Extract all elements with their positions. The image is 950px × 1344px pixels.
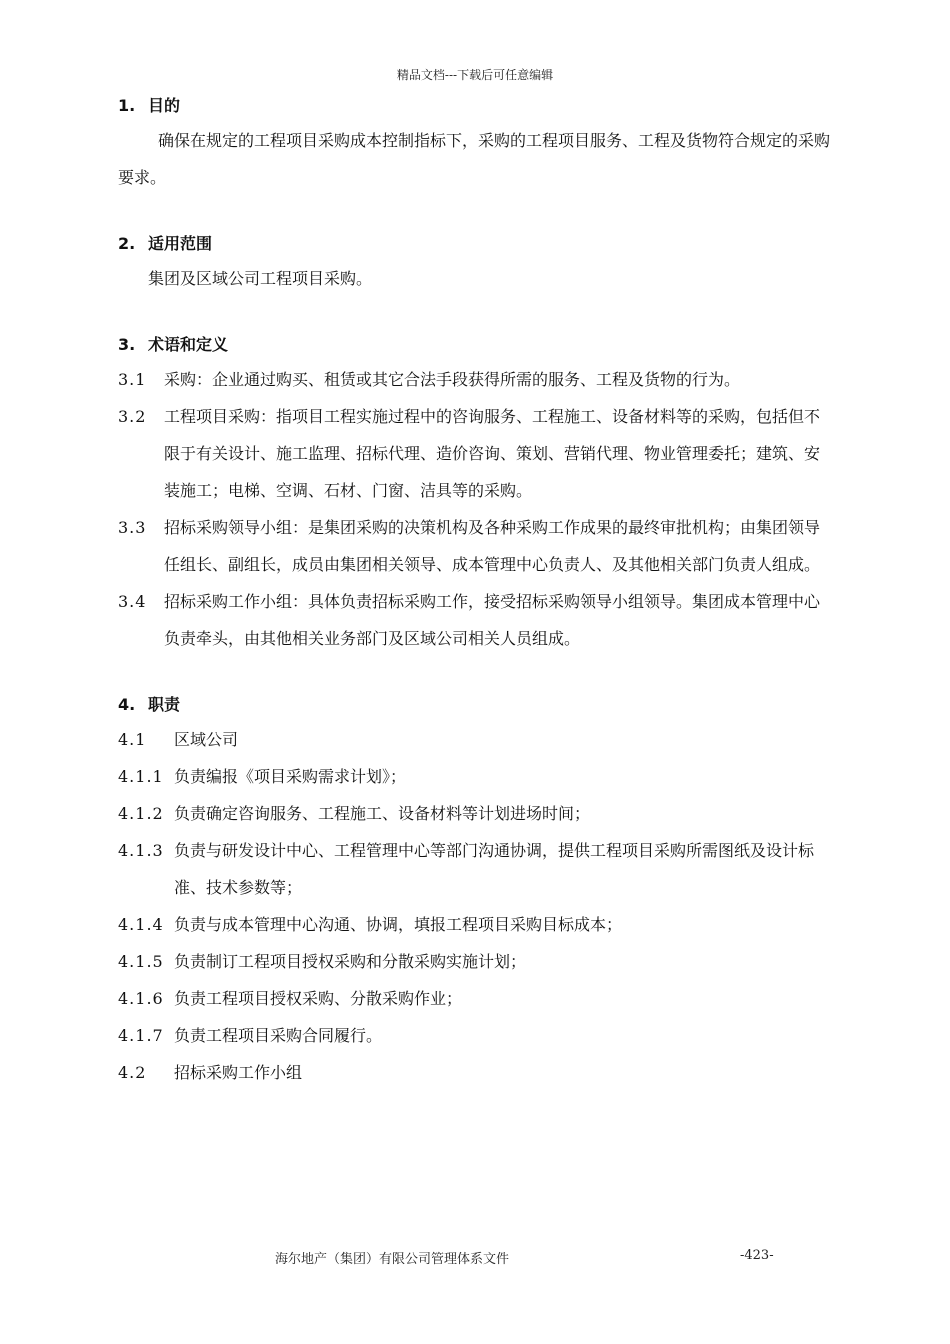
subsection-heading [118,1054,830,1091]
footer-organization: 海尔地产（集团）有限公司管理体系文件 [275,1252,510,1267]
item-text: 负责与成本管理中心沟通、协调，填报工程项目采购目标成本； [174,915,623,934]
item-number: 4.1.6 [118,989,164,1008]
page-number: -423- [740,1248,774,1263]
item-text: 负责与研发设计中心、工程管理中心等部门沟通协调，提供工程项目采购所需图纸及设计标准、技术参数等； [174,841,815,897]
section-2-heading [118,228,830,260]
item-text: 负责工程项目授权采购、分散采购作业； [174,989,463,1008]
section-1-body: 确保在规定的工程项目采购成本控制指标下，采购的工程项目服务、工程及货物符合规定的采购要求。 [118,131,831,187]
item-number: 3.3 [118,518,147,537]
item-text: 招标采购领导小组：是集团采购的决策机构及各种采购工作成果的最终审批机构；由集团领导任组长、副组长，成员由集团相关领导、成本管理中心负责人、及其他相关部门负责人组成。 [164,518,821,574]
responsibility-item [118,1017,830,1054]
item-number: 4.1.5 [118,952,164,971]
section-4-heading [118,689,830,721]
definition-item [118,509,830,583]
section-title: 术语和定义 [148,335,229,354]
item-text: 工程项目采购：指项目工程实施过程中的咨询服务、工程施工、设备材料等的采购，包括但不限于有关设计、施工监理、招标代理、造价咨询、策划、营销代理、物业管理委托；建筑、安装施工；电梯、空调、石材、门窗、洁具等的采购。 [164,407,821,500]
item-number: 4.1.7 [118,1026,164,1045]
subsection-heading [118,721,830,758]
responsibility-item [118,832,830,906]
section-title: 适用范围 [148,234,213,253]
responsibility-item [118,943,830,980]
section-3-heading [118,329,830,361]
section-title: 目的 [148,96,181,115]
item-text: 采购：企业通过购买、租赁或其它合法手段获得所需的服务、工程及货物的行为。 [164,370,741,389]
section-number: 2. [118,234,136,253]
page-header: 精品文档---下载后可任意编辑 [396,68,554,82]
item-text: 负责编报《项目采购需求计划》； [174,767,407,786]
item-number: 3.4 [118,592,147,611]
definition-item [118,398,830,509]
item-number: 4.1.1 [118,767,164,786]
item-number: 4.1.3 [118,841,164,860]
item-number: 4.1.2 [118,804,164,823]
item-text: 区域公司 [174,730,239,749]
document-body [118,90,830,1091]
responsibility-item [118,906,830,943]
definition-item [118,361,830,398]
definition-item [118,583,830,657]
section-number: 1. [118,96,136,115]
section-title: 职责 [148,695,181,714]
section-number: 3. [118,335,136,354]
item-number: 4.1 [118,730,147,749]
responsibility-item [118,795,830,832]
item-text: 招标采购工作小组：具体负责招标采购工作，接受招标采购领导小组领导。集团成本管理中心负责牵头，由其他相关业务部门及区域公司相关人员组成。 [164,592,821,648]
section-number: 4. [118,695,136,714]
item-number: 3.1 [118,370,147,389]
item-text: 负责确定咨询服务、工程施工、设备材料等计划进场时间； [174,804,591,823]
item-number: 3.2 [118,407,147,426]
section-1-heading [118,90,830,122]
responsibility-item [118,980,830,1017]
item-text: 招标采购工作小组 [174,1063,303,1082]
section-2-body: 集团及区域公司工程项目采购。 [148,269,373,288]
item-text: 负责工程项目采购合同履行。 [174,1026,383,1045]
item-text: 负责制订工程项目授权采购和分散采购实施计划； [174,952,527,971]
item-number: 4.2 [118,1063,147,1082]
item-number: 4.1.4 [118,915,164,934]
responsibility-item [118,758,830,795]
